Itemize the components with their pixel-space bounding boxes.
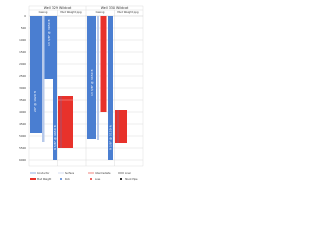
- legend-swatch: [30, 178, 36, 180]
- legend-label: Liner: [125, 172, 131, 175]
- well-1-mud-bar: [58, 96, 73, 148]
- well-2-col-mud: Mud Weight ppg: [117, 11, 139, 14]
- depth-tick: 4000: [19, 110, 26, 114]
- legend-item-surface: [58, 172, 75, 175]
- well-2-title: Well 330 Wildcat: [100, 6, 129, 10]
- legend-item-mud-weight: [30, 178, 51, 181]
- well-2-col-casing: Casing: [95, 11, 105, 14]
- depth-tick: 3500: [19, 98, 26, 102]
- legend-label: Stuck Pipe: [125, 178, 138, 181]
- legend-label: Kick: [65, 178, 70, 181]
- legend-item-loss: [90, 178, 101, 181]
- legend-label: Conductor: [37, 172, 50, 175]
- legend: [30, 172, 138, 181]
- legend-item-stuck-pipe: [120, 178, 138, 181]
- legend-label: Mud Weight: [37, 178, 52, 181]
- depth-tick: 2000: [19, 62, 26, 66]
- well-2-pale-bar: [97, 16, 99, 140]
- depth-tick: 5500: [19, 146, 26, 150]
- well-comparison-diagram: [0, 0, 149, 198]
- well-2-mud-strip: [101, 16, 107, 112]
- well-1-surface-bar: [42, 16, 45, 142]
- well-1-col-casing: Casing: [38, 11, 48, 14]
- well-1-col-mud: Mud Weight ppg: [60, 11, 82, 14]
- depth-tick: 5000: [19, 134, 26, 138]
- legend-swatch: [60, 178, 62, 180]
- legend-label: Surface: [65, 172, 75, 175]
- well-1-liner-label: 9 5/8" @ 4650 ft: [53, 125, 57, 150]
- legend-item-liner: [118, 172, 131, 175]
- well-1-title: Well 329 Wildcat: [43, 6, 72, 10]
- depth-tick: 4500: [19, 122, 26, 126]
- well-1-mud-weight: [58, 96, 73, 148]
- header: [29, 6, 143, 16]
- legend-item-conductor: [30, 172, 49, 175]
- legend-item-intermediate: [88, 172, 111, 175]
- legend-label: Loss: [95, 178, 101, 181]
- well-2-surface-label: 13 3/8" @ 3450 ft: [90, 69, 94, 96]
- depth-axis: [19, 14, 26, 162]
- well-2-mud-bar: [115, 110, 127, 143]
- legend-item-kick: [60, 178, 71, 181]
- well-2-liner-label: 9 5/8" @ 5150 ft: [108, 125, 113, 150]
- legend-swatch: [90, 178, 92, 180]
- legend-swatch: [120, 178, 122, 180]
- well-1-conductor-label: 20" @ 1620 ft: [33, 91, 37, 112]
- depth-tick: 6000: [19, 158, 26, 162]
- well-1-surface-label: 13 3/8" @ 3950 ft: [47, 19, 51, 46]
- well-1-conductor-bar: [30, 16, 42, 133]
- legend-label: Intermediate: [95, 172, 111, 175]
- depth-tick: 3000: [19, 86, 26, 90]
- depth-tick: 500: [20, 26, 26, 30]
- depth-tick: 1500: [19, 50, 26, 54]
- depth-tick: 0: [24, 14, 26, 18]
- depth-tick: 2500: [19, 74, 26, 78]
- well-2-mud-weight: [115, 110, 127, 143]
- depth-tick: 1000: [19, 38, 26, 42]
